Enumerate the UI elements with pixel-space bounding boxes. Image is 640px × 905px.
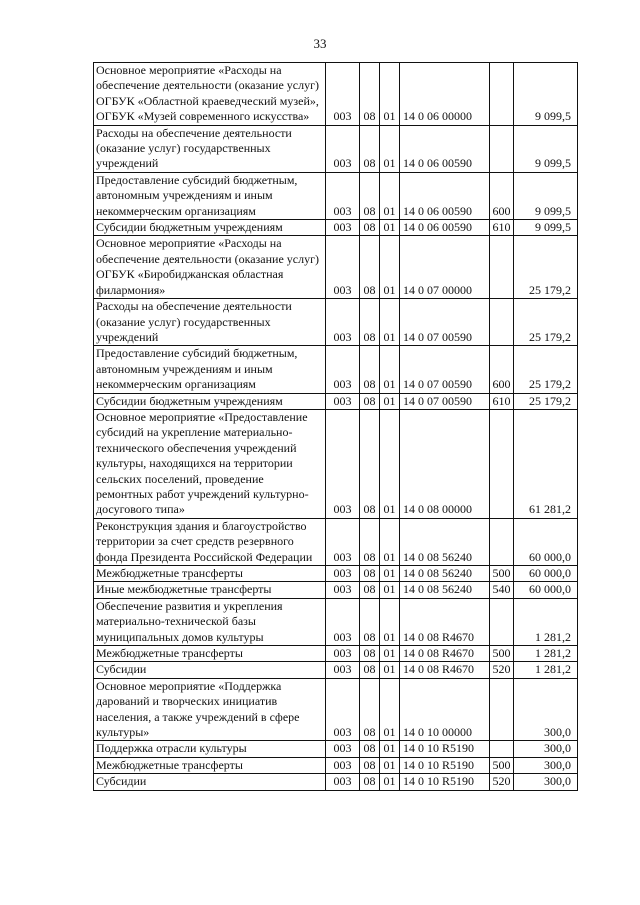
row-target-article-code: 14 0 10 R5190 [400, 757, 490, 773]
row-section-code: 08 [360, 646, 380, 662]
row-grbs-code: 003 [326, 757, 360, 773]
row-grbs-code: 003 [326, 678, 360, 741]
row-target-article-code: 14 0 07 00590 [400, 393, 490, 409]
row-expense-type-code: 500 [490, 757, 514, 773]
row-subsection-code: 01 [380, 346, 400, 393]
table-row [94, 409, 578, 518]
row-amount: 300,0 [514, 678, 578, 741]
row-expense-type-code: 600 [490, 172, 514, 219]
row-name: Расходы на обеспечение деятельности (оказание услуг) государственных учреждений [94, 125, 326, 172]
row-subsection-code: 01 [380, 662, 400, 678]
row-target-article-code: 14 0 06 00590 [400, 172, 490, 219]
row-name: Предоставление субсидий бюджетным, автономным учреждениям и иным некоммерческим организациям [94, 172, 326, 219]
row-target-article-code: 14 0 08 R4670 [400, 646, 490, 662]
row-subsection-code: 01 [380, 582, 400, 598]
row-expense-type-code [490, 741, 514, 757]
table-row [94, 774, 578, 790]
row-section-code: 08 [360, 598, 380, 645]
row-expense-type-code: 610 [490, 393, 514, 409]
row-target-article-code: 14 0 06 00590 [400, 125, 490, 172]
row-section-code: 08 [360, 172, 380, 219]
row-subsection-code: 01 [380, 598, 400, 645]
row-grbs-code: 003 [326, 646, 360, 662]
row-subsection-code: 01 [380, 172, 400, 219]
row-name: Обеспечение развития и укрепления материально-технической базы муниципальных домов культуры [94, 598, 326, 645]
table-row [94, 757, 578, 773]
row-grbs-code: 003 [326, 774, 360, 790]
row-grbs-code: 003 [326, 299, 360, 346]
row-expense-type-code: 520 [490, 662, 514, 678]
row-subsection-code: 01 [380, 566, 400, 582]
row-grbs-code: 003 [326, 220, 360, 236]
row-name: Межбюджетные трансферты [94, 757, 326, 773]
row-section-code: 08 [360, 582, 380, 598]
row-grbs-code: 003 [326, 393, 360, 409]
row-expense-type-code [490, 598, 514, 645]
row-subsection-code: 01 [380, 646, 400, 662]
budget-table [93, 62, 578, 791]
row-target-article-code: 14 0 08 56240 [400, 582, 490, 598]
row-section-code: 08 [360, 63, 380, 126]
row-name: Субсидии [94, 774, 326, 790]
row-section-code: 08 [360, 678, 380, 741]
table-row [94, 566, 578, 582]
row-amount: 9 099,5 [514, 172, 578, 219]
table-row [94, 646, 578, 662]
row-amount: 25 179,2 [514, 393, 578, 409]
row-expense-type-code: 500 [490, 566, 514, 582]
row-amount: 1 281,2 [514, 662, 578, 678]
row-name: Межбюджетные трансферты [94, 646, 326, 662]
row-amount: 60 000,0 [514, 566, 578, 582]
table-row [94, 220, 578, 236]
row-section-code: 08 [360, 662, 380, 678]
row-expense-type-code: 600 [490, 346, 514, 393]
row-amount: 61 281,2 [514, 409, 578, 518]
row-section-code: 08 [360, 741, 380, 757]
row-subsection-code: 01 [380, 409, 400, 518]
row-section-code: 08 [360, 774, 380, 790]
row-subsection-code: 01 [380, 774, 400, 790]
row-subsection-code: 01 [380, 741, 400, 757]
row-amount: 60 000,0 [514, 518, 578, 565]
row-section-code: 08 [360, 299, 380, 346]
row-subsection-code: 01 [380, 63, 400, 126]
row-subsection-code: 01 [380, 220, 400, 236]
row-grbs-code: 003 [326, 125, 360, 172]
row-amount: 9 099,5 [514, 125, 578, 172]
row-section-code: 08 [360, 518, 380, 565]
row-target-article-code: 14 0 08 00000 [400, 409, 490, 518]
row-grbs-code: 003 [326, 598, 360, 645]
row-expense-type-code [490, 299, 514, 346]
row-section-code: 08 [360, 393, 380, 409]
row-section-code: 08 [360, 757, 380, 773]
budget-table-body [94, 63, 578, 791]
row-expense-type-code: 540 [490, 582, 514, 598]
table-row [94, 236, 578, 299]
row-target-article-code: 14 0 08 56240 [400, 518, 490, 565]
row-amount: 25 179,2 [514, 236, 578, 299]
row-target-article-code: 14 0 10 R5190 [400, 741, 490, 757]
row-target-article-code: 14 0 10 00000 [400, 678, 490, 741]
table-row [94, 741, 578, 757]
row-target-article-code: 14 0 07 00590 [400, 299, 490, 346]
row-target-article-code: 14 0 10 R5190 [400, 774, 490, 790]
row-grbs-code: 003 [326, 236, 360, 299]
table-row [94, 662, 578, 678]
row-amount: 60 000,0 [514, 582, 578, 598]
row-grbs-code: 003 [326, 346, 360, 393]
row-section-code: 08 [360, 236, 380, 299]
row-section-code: 08 [360, 409, 380, 518]
table-row [94, 299, 578, 346]
row-grbs-code: 003 [326, 741, 360, 757]
table-row [94, 393, 578, 409]
row-amount: 25 179,2 [514, 299, 578, 346]
page-number: 33 [313, 36, 327, 51]
row-name: Поддержка отрасли культуры [94, 741, 326, 757]
row-grbs-code: 003 [326, 63, 360, 126]
table-row [94, 346, 578, 393]
row-expense-type-code [490, 518, 514, 565]
row-expense-type-code [490, 236, 514, 299]
row-subsection-code: 01 [380, 125, 400, 172]
row-amount: 1 281,2 [514, 646, 578, 662]
row-subsection-code: 01 [380, 236, 400, 299]
row-grbs-code: 003 [326, 409, 360, 518]
row-amount: 300,0 [514, 741, 578, 757]
row-subsection-code: 01 [380, 757, 400, 773]
row-name: Межбюджетные трансферты [94, 566, 326, 582]
row-grbs-code: 003 [326, 582, 360, 598]
row-grbs-code: 003 [326, 518, 360, 565]
row-subsection-code: 01 [380, 393, 400, 409]
row-expense-type-code [490, 125, 514, 172]
row-name: Основное мероприятие «Предоставление субсидий на укрепление материально-технического обеспечения учреждений культуры, находящихся на территории сельских поселений, проведение ремонтных работ учреждений культурно-досугового типа» [94, 409, 326, 518]
row-name: Предоставление субсидий бюджетным, автономным учреждениям и иным некоммерческим организациям [94, 346, 326, 393]
row-name: Субсидии [94, 662, 326, 678]
row-name: Реконструкция здания и благоустройство территории за счет средств резервного фонда Президента Российской Федерации [94, 518, 326, 565]
row-name: Субсидии бюджетным учреждениям [94, 220, 326, 236]
row-section-code: 08 [360, 346, 380, 393]
row-name: Субсидии бюджетным учреждениям [94, 393, 326, 409]
table-row [94, 172, 578, 219]
table-row [94, 125, 578, 172]
row-grbs-code: 003 [326, 662, 360, 678]
row-target-article-code: 14 0 08 56240 [400, 566, 490, 582]
row-expense-type-code: 500 [490, 646, 514, 662]
row-subsection-code: 01 [380, 299, 400, 346]
row-subsection-code: 01 [380, 518, 400, 565]
row-target-article-code: 14 0 07 00590 [400, 346, 490, 393]
row-amount: 1 281,2 [514, 598, 578, 645]
row-amount: 9 099,5 [514, 63, 578, 126]
row-amount: 300,0 [514, 774, 578, 790]
row-subsection-code: 01 [380, 678, 400, 741]
row-section-code: 08 [360, 125, 380, 172]
row-expense-type-code [490, 678, 514, 741]
row-grbs-code: 003 [326, 566, 360, 582]
table-row [94, 598, 578, 645]
row-name: Расходы на обеспечение деятельности (оказание услуг) государственных учреждений [94, 299, 326, 346]
row-target-article-code: 14 0 07 00000 [400, 236, 490, 299]
row-expense-type-code: 520 [490, 774, 514, 790]
row-target-article-code: 14 0 08 R4670 [400, 598, 490, 645]
row-section-code: 08 [360, 566, 380, 582]
row-name: Основное мероприятие «Поддержка дарований и творческих инициатив населения, а также учреждений в сфере культуры» [94, 678, 326, 741]
row-name: Иные межбюджетные трансферты [94, 582, 326, 598]
table-row [94, 582, 578, 598]
table-row [94, 518, 578, 565]
row-grbs-code: 003 [326, 172, 360, 219]
table-row [94, 63, 578, 126]
row-expense-type-code [490, 409, 514, 518]
row-section-code: 08 [360, 220, 380, 236]
row-expense-type-code [490, 63, 514, 126]
row-amount: 9 099,5 [514, 220, 578, 236]
row-amount: 25 179,2 [514, 346, 578, 393]
row-name: Основное мероприятие «Расходы на обеспечение деятельности (оказание услуг) ОГБУК «Областной краеведческий музей», ОГБУК «Музей современного искусства» [94, 63, 326, 126]
row-target-article-code: 14 0 06 00590 [400, 220, 490, 236]
row-amount: 300,0 [514, 757, 578, 773]
row-target-article-code: 14 0 06 00000 [400, 63, 490, 126]
row-name: Основное мероприятие «Расходы на обеспечение деятельности (оказание услуг) ОГБУК «Биробиджанская областная филармония» [94, 236, 326, 299]
row-expense-type-code: 610 [490, 220, 514, 236]
row-target-article-code: 14 0 08 R4670 [400, 662, 490, 678]
table-row [94, 678, 578, 741]
